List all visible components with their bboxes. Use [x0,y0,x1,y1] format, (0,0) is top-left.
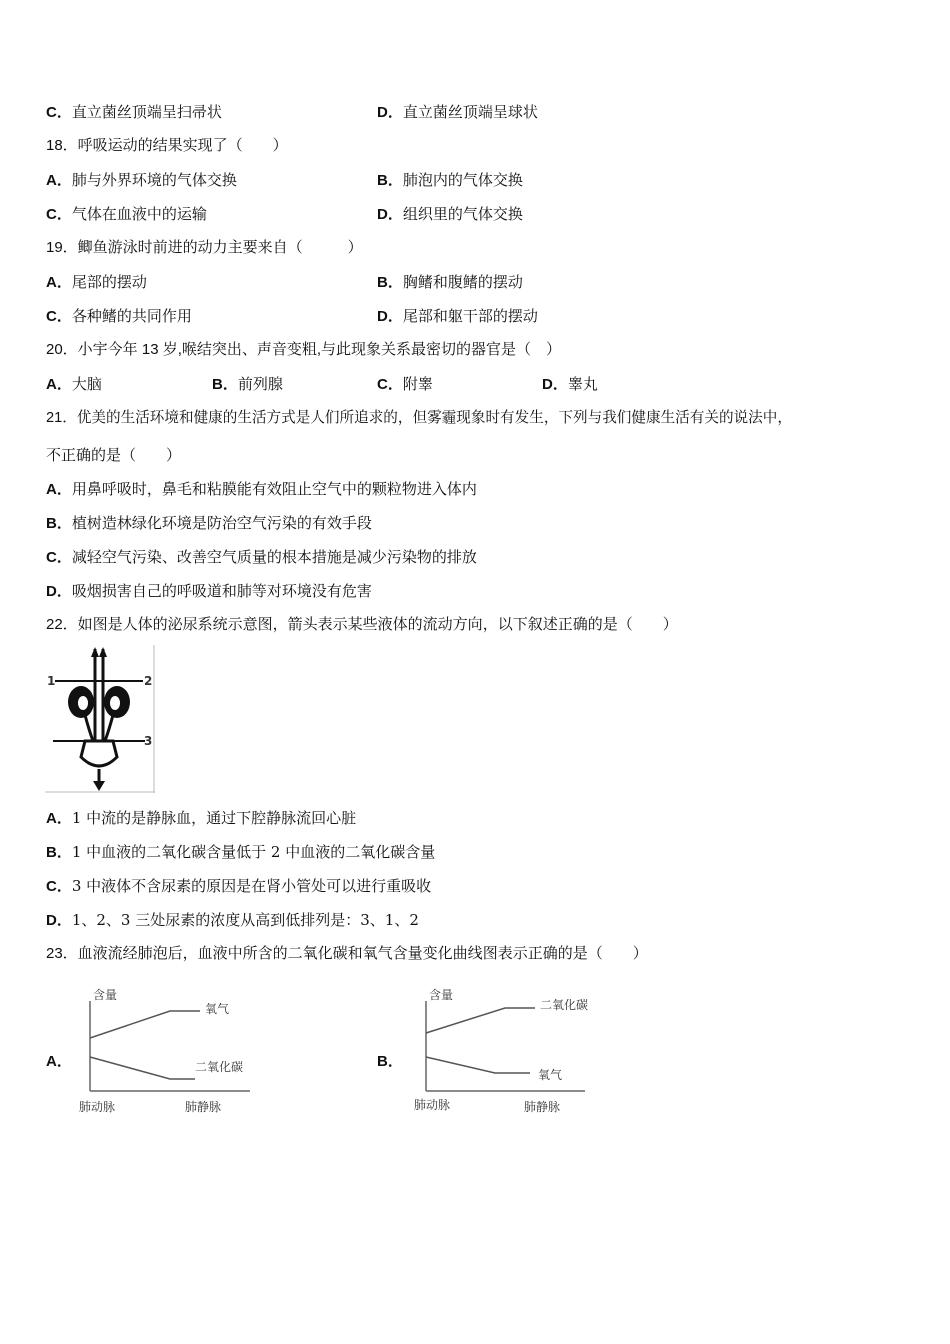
figure-label-2: 2 [144,674,153,688]
q20-option-a: A．大脑 [46,375,102,393]
q19-option-b: B．胸鳍和腹鳍的摆动 [377,273,523,291]
q18-stem: 18．呼吸运动的结果实现了（ ） [46,137,288,154]
chart-a-xtick-0: 肺动脉 [79,1100,116,1114]
q22-option-d: D．1、2、3 三处尿素的浓度从高到低排列是：3、1、2 [46,911,419,929]
q21-stem-line2: 不正确的是（ ） [46,446,182,464]
q21-option-c: C．减轻空气污染、改善空气质量的根本措施是减少污染物的排放 [46,548,477,566]
q21-option-b: B．植树造林绿化环境是防治空气污染的有效手段 [46,514,372,532]
chart-b-xtick-0: 肺动脉 [414,1098,451,1112]
q22-stem: 22．如图是人体的泌尿系统示意图，箭头表示某些液体的流动方向，以下叙述正确的是（ ） [46,616,678,633]
q17-option-d: D．直立菌丝顶端呈球状 [377,103,538,121]
chart-a-ylabel: 含量 [93,988,118,1002]
figure-label-3: 3 [144,734,153,748]
urinary-system-diagram [45,645,155,793]
q18-option-a: A．肺与外界环境的气体交换 [46,171,237,189]
chart-b-xtick-1: 肺静脉 [524,1100,561,1114]
chart-a-series-co2-line [90,1057,195,1079]
q20-option-b: B．前列腺 [212,375,283,393]
q21-option-d: D．吸烟损害自己的呼吸道和肺等对环境没有危害 [46,582,372,600]
q20-stem: 20．小宇今年 13 岁,喉结突出、声音变粗,与此现象关系最密切的器官是（ ） [46,341,562,358]
q21-stem-line1: 21．优美的生活环境和健康的生活方式是人们所追求的，但雾霾现象时有发生，下列与我们健康生活有关的说法中， [46,410,792,426]
chart-a-svg [75,983,255,1118]
q23-stem: 23．血液流经肺泡后，血液中所含的二氧化碳和氧气含量变化曲线图表示正确的是（ ） [46,945,648,962]
q18-option-d: D．组织里的气体交换 [377,205,523,223]
q19-option-d: D．尾部和躯干部的摆动 [377,307,538,325]
chart-b-svg [410,983,620,1118]
q18-option-b: B．肺泡内的气体交换 [377,171,523,189]
chart-a-series-oxygen-line [90,1011,200,1038]
chart-b [410,983,620,1118]
figure-label-1: 1 [47,674,56,688]
q17-option-c: C．直立菌丝顶端呈扫帚状 [46,103,222,121]
chart-b-series-oxygen-label: 氧气 [538,1068,563,1082]
q20-option-c: C．附睾 [377,375,433,393]
q22-option-b: B．1 中血液的二氧化碳含量低于 2 中血液的二氧化碳含量 [46,843,436,861]
q22-option-c: C．3 中液体不含尿素的原因是在肾小管处可以进行重吸收 [46,877,432,895]
chart-a [75,983,255,1118]
q21-option-a: A．用鼻呼吸时，鼻毛和粘膜能有效阻止空气中的颗粒物进入体内 [46,480,477,498]
chart-b-series-oxygen-line [426,1057,530,1073]
q22-option-a: A．1 中流的是静脉血，通过下腔静脉流回心脏 [46,809,357,827]
q23-option-a-letter: A． [46,1053,72,1070]
q23-option-b-letter: B． [377,1053,403,1070]
q18-option-c: C．气体在血液中的运输 [46,205,207,223]
q20-option-d: D．睾丸 [542,375,598,393]
chart-b-series-co2-line [426,1008,535,1033]
q19-option-c: C．各种鳍的共同作用 [46,307,192,325]
q19-option-a: A．尾部的摆动 [46,273,147,291]
chart-b-ylabel: 含量 [429,988,454,1002]
chart-a-series-oxygen-label: 氧气 [205,1002,230,1016]
q19-stem: 19．鲫鱼游泳时前进的动力主要来自（ ） [46,239,363,256]
urinary-system-figure [45,645,155,793]
chart-a-series-co2-label: 二氧化碳 [195,1060,244,1074]
chart-a-xtick-1: 肺静脉 [185,1100,222,1114]
chart-b-series-co2-label: 二氧化碳 [540,998,589,1012]
